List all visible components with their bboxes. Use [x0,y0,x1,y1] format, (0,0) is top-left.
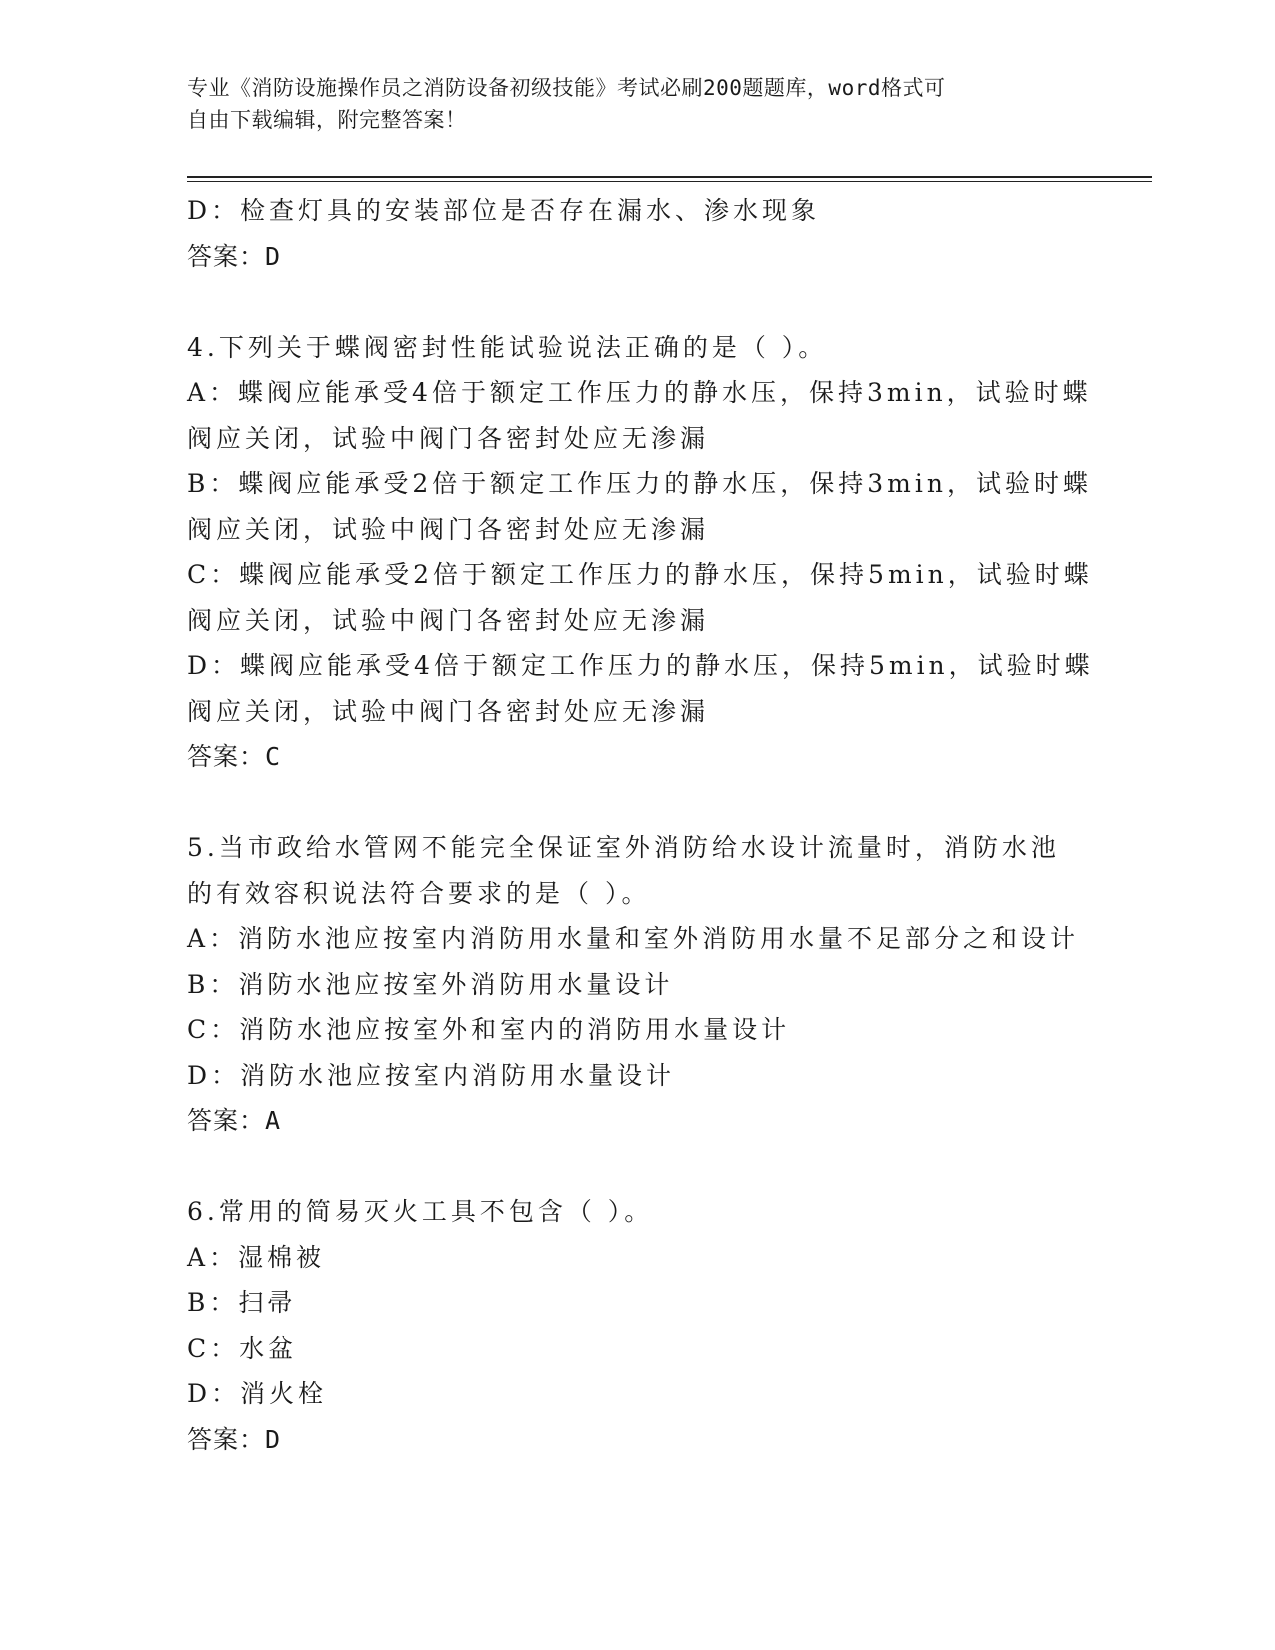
q4-stem: 4.下列关于蝶阀密封性能试验说法正确的是（ ）。 [187,332,828,362]
q5-stem-line-2: 的有效容积说法符合要求的是（ ）。 [187,878,651,908]
q6-option-c: C：水盆 [187,1333,298,1363]
q6-option-d: D：消火栓 [187,1379,328,1408]
q4-option-a-line-1: A：蝶阀应能承受4倍于额定工作压力的静水压，保持3min，试验时蝶 [187,378,1092,407]
question-4 [187,325,1094,780]
q6-answer [187,1417,1087,1463]
header-line-1: 专业《消防设施操作员之消防设备初级技能》考试必刷200题题库，word格式可 [187,76,946,100]
q4-option-b-line-1: B：蝶阀应能承受2倍于额定工作压力的静水压，保持3min，试验时蝶 [187,469,1092,498]
q4-option-b-line-2: 阀应关闭，试验中阀门各密封处应无渗漏 [187,514,710,544]
q6-option-a: A：湿棉被 [187,1242,326,1272]
header-line-2: 自由下载编辑，附完整答案！ [187,108,467,132]
spacer [187,780,1087,826]
q6-option-b: B：扫帚 [187,1288,297,1317]
answer-label: 答案： [187,241,266,271]
question-3-tail [187,188,1087,279]
question-content [187,188,1094,1462]
answer-label: 答案： [187,742,266,771]
spacer [187,279,1087,325]
spacer [187,1144,1087,1190]
q3-option-d: D：检查灯具的安装部位是否存在漏水、渗水现象 [187,196,821,225]
q4-option-a-line-2: 阀应关闭，试验中阀门各密封处应无渗漏 [187,423,710,453]
q4-option-d-line-1: D：蝶阀应能承受4倍于额定工作压力的静水压，保持5min，试验时蝶 [187,651,1094,680]
q5-option-c: C：消防水池应按室外和室内的消防用水量设计 [187,1015,791,1044]
q5-option-b: B：消防水池应按室外消防用水量设计 [187,969,674,999]
q6-stem: 6.常用的简易灭火工具不包含（ ）。 [187,1197,654,1226]
question-5 [187,825,1087,1144]
answer-value: C [265,742,282,771]
q5-answer [187,1098,1087,1144]
answer-value: D [265,1424,282,1454]
q4-option-c-line-1: C：蝶阀应能承受2倍于额定工作压力的静水压，保持5min，试验时蝶 [187,560,1093,589]
answer-value: D [265,241,282,271]
header-divider-thick [187,176,1152,178]
answer-value: A [265,1106,282,1135]
header-divider-thin [187,181,1152,182]
q5-option-d: D：消防水池应按室内消防用水量设计 [187,1060,676,1090]
answer-label: 答案： [187,1424,266,1454]
document-header [187,72,1087,136]
q3-answer [187,234,1087,280]
question-6 [187,1189,1087,1462]
q5-option-a: A：消防水池应按室内消防用水量和室外消防用水量不足部分之和设计 [187,924,1080,953]
q4-option-d-line-2: 阀应关闭，试验中阀门各密封处应无渗漏 [187,696,710,726]
answer-label: 答案： [187,1106,266,1135]
q4-option-c-line-2: 阀应关闭，试验中阀门各密封处应无渗漏 [187,605,710,635]
q5-stem-line-1: 5.当市政给水管网不能完全保证室外消防给水设计流量时，消防水池 [187,833,1060,862]
q4-answer [187,734,1087,780]
